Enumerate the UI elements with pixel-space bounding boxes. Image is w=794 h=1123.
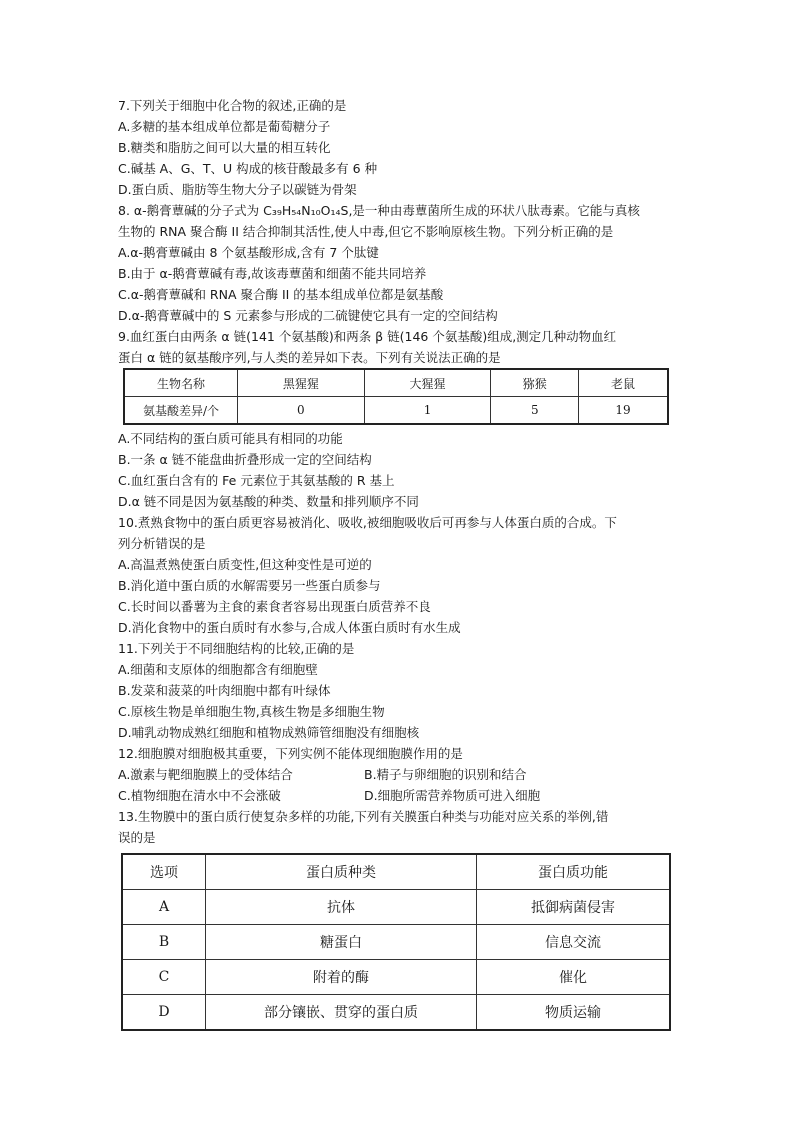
table-cell: 0 <box>238 397 365 425</box>
q9-amino-acid-table <box>123 368 669 425</box>
q9-option-d: D.α 链不同是因为氨基酸的种类、数量和排列顺序不同 <box>118 494 419 509</box>
table-row <box>122 854 670 890</box>
q9-stem-line2: 蛋白 α 链的氨基酸序列,与人类的差异如下表。下列有关说法正确的是 <box>118 350 501 365</box>
q8-option-c: C.α-鹅膏蕈碱和 RNA 聚合酶 II 的基本组成单位都是氨基酸 <box>118 287 444 302</box>
q9-stem-line1: 9.血红蛋白由两条 α 链(141 个氨基酸)和两条 β 链(146 个氨基酸)组成,测定几种动物血红 <box>118 329 617 344</box>
q7-option-a: A.多糖的基本组成单位都是葡萄糖分子 <box>118 119 331 134</box>
q8-stem-line2: 生物的 RNA 聚合酶 II 结合抑制其活性,使人中毒,但它不影响原核生物。下列分析正确的是 <box>118 224 614 239</box>
table-header-cell: 大猩猩 <box>364 369 491 397</box>
table-header-cell: 生物名称 <box>124 369 238 397</box>
table-cell: 物质运输 <box>477 995 671 1031</box>
table-header-cell: 蛋白质功能 <box>477 854 671 890</box>
table-cell: 部分镶嵌、贯穿的蛋白质 <box>206 995 477 1031</box>
table-cell: 糖蛋白 <box>206 925 477 960</box>
q13-stem-line2: 误的是 <box>118 830 156 845</box>
table-cell: A <box>122 890 206 925</box>
table-cell: 抵御病菌侵害 <box>477 890 671 925</box>
q11-option-a: A.细菌和支原体的细胞都含有细胞壁 <box>118 662 318 677</box>
q9-option-c: C.血红蛋白含有的 Fe 元素位于其氨基酸的 R 基上 <box>118 473 395 488</box>
q10-option-a: A.高温煮熟使蛋白质变性,但这种变性是可逆的 <box>118 557 372 572</box>
table-cell: 催化 <box>477 960 671 995</box>
q8-option-d: D.α-鹅膏蕈碱中的 S 元素参与形成的二硫键使它具有一定的空间结构 <box>118 308 498 323</box>
q9-option-a: A.不同结构的蛋白质可能具有相同的功能 <box>118 431 343 446</box>
table-cell: 19 <box>579 397 668 425</box>
q7-option-b: B.糖类和脂肪之间可以大量的相互转化 <box>118 140 331 155</box>
q12-option-a: A.激素与靶细胞膜上的受体结合 <box>118 767 293 782</box>
q10-option-d: D.消化食物中的蛋白质时有水参与,合成人体蛋白质时有水生成 <box>118 620 461 635</box>
q12-option-c: C.植物细胞在清水中不会涨破 <box>118 788 281 803</box>
table-cell: 1 <box>364 397 491 425</box>
table-cell: B <box>122 925 206 960</box>
table-cell: D <box>122 995 206 1031</box>
q10-stem-line2: 列分析错误的是 <box>118 536 206 551</box>
q7-stem: 7.下列关于细胞中化合物的叙述,正确的是 <box>118 98 347 113</box>
table-header-cell: 蛋白质种类 <box>206 854 477 890</box>
q11-option-d: D.哺乳动物成熟红细胞和植物成熟筛管细胞没有细胞核 <box>118 725 420 740</box>
q8-stem-line1: 8. α-鹅膏蕈碱的分子式为 C₃₉H₅₄N₁₀O₁₄S,是一种由毒蕈菌所生成的环状八肽毒素。它能与真核 <box>118 203 640 218</box>
table-cell: C <box>122 960 206 995</box>
table-header-cell: 老鼠 <box>579 369 668 397</box>
q11-stem: 11.下列关于不同细胞结构的比较,正确的是 <box>118 641 355 656</box>
table-row <box>122 890 670 925</box>
q8-option-b: B.由于 α-鹅膏蕈碱有毒,故该毒蕈菌和细菌不能共同培养 <box>118 266 427 281</box>
q7-option-d: D.蛋白质、脂肪等生物大分子以碳链为骨架 <box>118 182 357 197</box>
table-row <box>122 995 670 1031</box>
table-row <box>124 397 668 425</box>
q10-option-b: B.消化道中蛋白质的水解需要另一些蛋白质参与 <box>118 578 381 593</box>
q10-stem-line1: 10.煮熟食物中的蛋白质更容易被消化、吸收,被细胞吸收后可再参与人体蛋白质的合成。下 <box>118 515 617 530</box>
q7-option-c: C.碱基 A、G、T、U 构成的核苷酸最多有 6 种 <box>118 161 378 176</box>
q12-stem: 12.细胞膜对细胞极其重要，下列实例不能体现细胞膜作用的是 <box>118 746 463 761</box>
table-cell: 抗体 <box>206 890 477 925</box>
table-header-cell: 选项 <box>122 854 206 890</box>
table-cell: 5 <box>491 397 579 425</box>
q12-option-b: B.精子与卵细胞的识别和结合 <box>364 767 527 782</box>
table-row <box>122 960 670 995</box>
table-row <box>122 925 670 960</box>
table-cell: 信息交流 <box>477 925 671 960</box>
q12-option-d: D.细胞所需营养物质可进入细胞 <box>364 788 541 803</box>
q11-option-c: C.原核生物是单细胞生物,真核生物是多细胞生物 <box>118 704 385 719</box>
table-cell: 附着的酶 <box>206 960 477 995</box>
table-row <box>124 369 668 397</box>
table-cell: 氨基酸差异/个 <box>124 397 238 425</box>
q11-option-b: B.发菜和菠菜的叶肉细胞中都有叶绿体 <box>118 683 331 698</box>
q9-option-b: B.一条 α 链不能盘曲折叠形成一定的空间结构 <box>118 452 372 467</box>
q13-membrane-protein-table <box>121 853 671 1031</box>
table-header-cell: 猕猴 <box>491 369 579 397</box>
q13-stem-line1: 13.生物膜中的蛋白质行使复杂多样的功能,下列有关膜蛋白种类与功能对应关系的举例,错 <box>118 809 609 824</box>
q8-option-a: A.α-鹅膏蕈碱由 8 个氨基酸形成,含有 7 个肽键 <box>118 245 379 260</box>
q10-option-c: C.长时间以番薯为主食的素食者容易出现蛋白质营养不良 <box>118 599 431 614</box>
table-header-cell: 黑猩猩 <box>238 369 365 397</box>
